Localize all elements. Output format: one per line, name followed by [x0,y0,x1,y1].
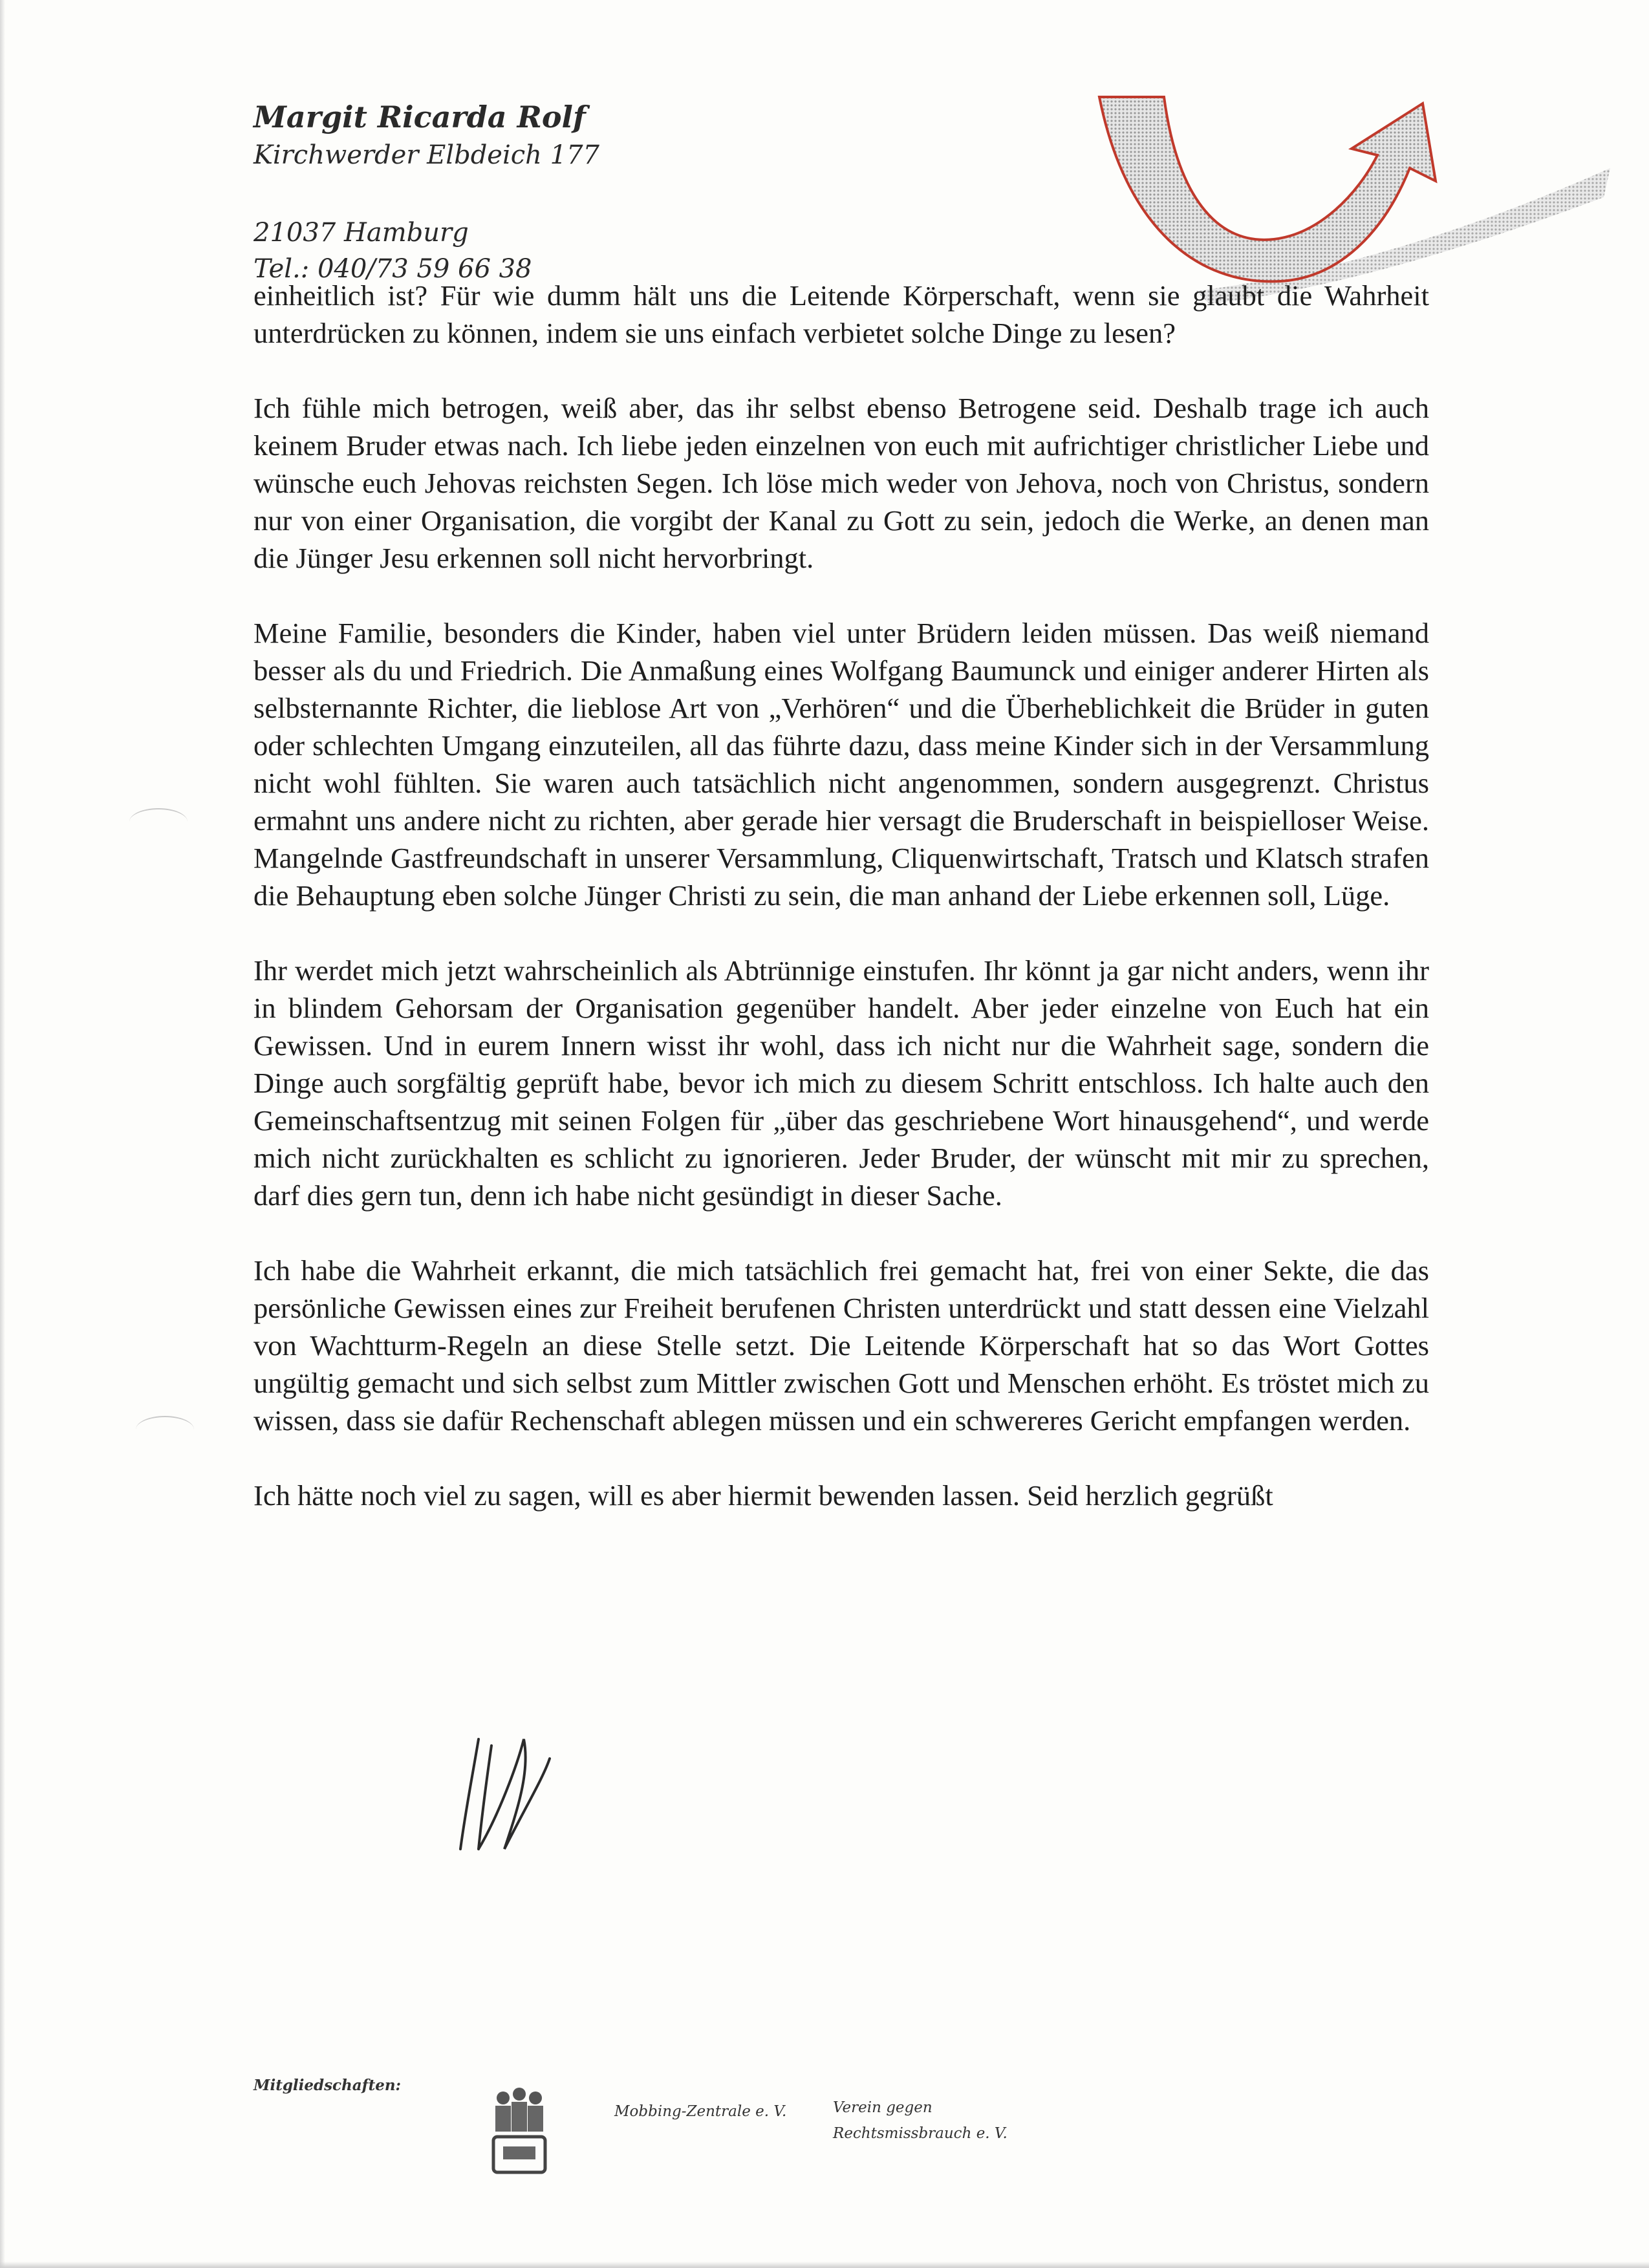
punch-hole-mark [136,1416,194,1443]
spacer [253,173,599,215]
handwritten-signature [453,1720,556,1856]
paragraph: Meine Familie, besonders die Kinder, haben viel unter Brüdern leiden müssen. Das weiß niemand besser als du und Friedrich. Die Anmaßung eines Wolfgang Baumunck und einiger anderer Hirten als selbsternannte Richter, die lieblose Art von „Verhören“ und die Überheblichkeit die Brüder in guten oder schlechten Umgang einzuteilen, all das führte dazu, dass meine Kinder sich in der Versammlung nicht wohl fühlten. Sie waren auch tatsächlich nicht angenommen, sondern ausgegrenzt. Christus ermahnt uns andere nicht zu richten, aber gerade hier versagt die Bruderschaft in beispielloser Weise. Mangelnde Gastfreundschaft in unserer Versammlung, Cliquenwirtschaft, Tratsch und Klatsch strafen die Behauptung eben solche Jünger Christi zu sein, die man anhand der Liebe erkennen soll, Lüge. [253,617,1429,912]
closing-line: Ich hätte noch viel zu sagen, will es aber hiermit bewenden lassen. Seid herzlich gegrüßt [253,1479,1273,1512]
memberships-label: Mitgliedschaften: [253,2077,402,2094]
paragraph: Ich fühle mich betrogen, weiß aber, das ihr selbst ebenso Betrogene seid. Deshalb trage ich auch keinem Bruder etwas nach. Ich liebe jeden einzelnen von euch mit aufrichtiger christlicher Liebe und wünsche euch Jehovas reichsten Segen. Ich löse mich weder von Jehova, noch von Christus, sondern nur von einer Organisation, die vorgibt der Kanal zu Gott zu sein, jedoch die Werke, an denen man die Jünger Jesu erkennen soll nicht hervorbringt. [253,392,1429,574]
sender-name: Margit Ricarda Rolf [253,100,586,134]
punch-hole-mark [129,808,188,835]
membership-org-line: Verein gegen [833,2099,932,2116]
association-logo-icon [484,2085,555,2182]
membership-org: Mobbing-Zentrale e. V. [614,2103,787,2120]
sender-city: 21037 Hamburg [253,218,469,248]
scan-edge [0,0,5,2268]
sender-street: Kirchwerder Elbdeich 177 [253,140,599,170]
letter-body [253,277,1429,1552]
letterhead [253,97,599,287]
membership-org [833,2095,1008,2146]
membership-org-line: Rechtsmissbrauch e. V. [833,2125,1008,2142]
sender-phone: Tel.: 040/73 59 66 38 [253,254,532,284]
scan-edge [0,2262,1649,2268]
paragraph: Ihr werdet mich jetzt wahrscheinlich als Abtrünnige einstufen. Ihr könnt ja gar nicht anders, wenn ihr in blindem Gehorsam der Organisation gegenüber handelt. Aber jeder einzelne von Euch hat ein Gewissen. Und in eurem Innern wisst ihr wohl, dass ich nicht nur die Wahrheit sage, sondern die Dinge auch sorgfältig geprüft habe, bevor ich mich zu diesem Schritt entschloss. Ich halte auch den Gemeinschaftsentzug mit seinen Folgen für „über das geschriebene Wort hinausgehend“, und werde mich nicht zurückhalten es schlicht zu ignorieren. Jeder Bruder, der wünscht mit mir zu sprechen, darf dies gern tun, denn ich habe nicht gesündigt in dieser Sache. [253,954,1429,1212]
paragraph: einheitlich ist? Für wie dumm hält uns die Leitende Körperschaft, wenn sie glaubt die Wahrheit unterdrücken zu können, indem sie uns einfach verbietet solche Dinge zu lesen? [253,279,1429,349]
paragraph: Ich habe die Wahrheit erkannt, die mich tatsächlich frei gemacht hat, frei von einer Sekte, die das persönliche Gewissen eines zur Freiheit berufenen Christen unterdrückt und statt dessen eine Vielzahl von Wachtturm-Regeln an diese Stelle setzt. Die Leitende Körperschaft hat so das Wort Gottes ungültig gemacht und sich selbst zum Mittler zwischen Gott und Menschen erhöht. Es tröstet mich zu wissen, dass sie dafür Rechenschaft ablegen müssen und ein schwereres Gericht empfangen werden. [253,1254,1429,1437]
